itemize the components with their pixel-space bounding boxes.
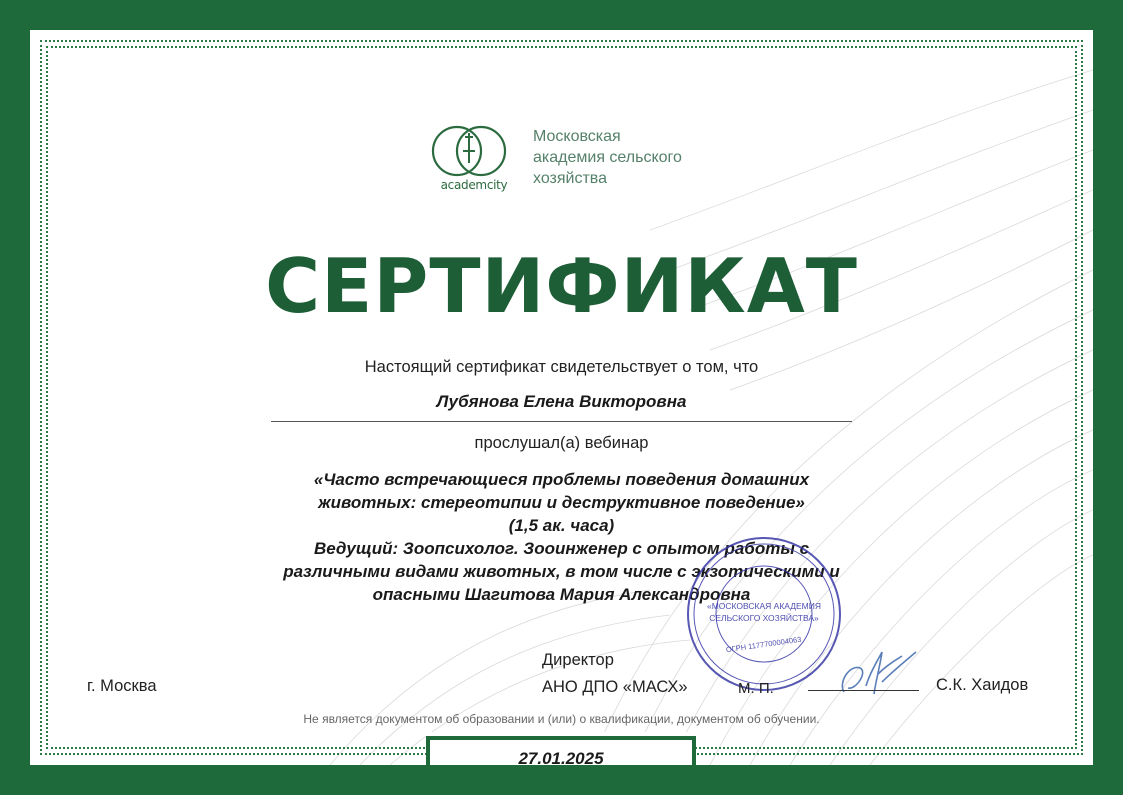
recipient-name: Лубянова Елена Викторовна [436, 392, 687, 411]
director-organization: АНО ДПО «МАСХ» [542, 678, 688, 696]
certificate-paper [30, 30, 1093, 765]
signature-line [808, 690, 919, 691]
signer-name: С.К. Хаидов [936, 676, 1029, 694]
webinar-line-1: «Часто встречающиеся проблемы поведения домашних [313, 470, 810, 489]
webinar-line-5: различными видами животных, в том числе с экзотическими и [283, 562, 840, 581]
city-label: г. Москва [87, 677, 157, 695]
official-stamp [685, 535, 843, 693]
webinar-line-2: животных: стереотипии и деструктивное поведение» [318, 493, 805, 512]
logo-name-line-2: академия сельского [533, 149, 682, 166]
stamp-ogrn: ОГРН 1177700004063 [725, 634, 802, 655]
recipient-underline [271, 421, 852, 422]
director-title: Директор [542, 651, 614, 669]
date-box [426, 736, 696, 765]
logo-name-line-3: хозяйства [533, 170, 608, 187]
webinar-line-3: (1,5 ак. часа) [508, 516, 615, 535]
intro-text: Настоящий сертификат свидетельствует о том, что [364, 358, 759, 376]
signature [830, 642, 930, 702]
webinar-line-6: опасными Шагитова Мария Александровна [372, 585, 751, 604]
logo-name-line-1: Московская [533, 128, 621, 145]
webinar-line-4: Ведущий: Зоопсихолог. Зооинженер с опытом работы с [313, 539, 810, 558]
stamp-center-line-2: СЕЛЬСКОГО ХОЗЯЙСТВА» [709, 613, 819, 623]
academy-logo [429, 123, 749, 203]
certificate-date: 27.01.2025 [518, 749, 604, 765]
seal-place-label: М. П. [738, 680, 774, 697]
action-text: прослушал(а) вебинар [474, 434, 649, 452]
logo-wordmark: academcity [440, 178, 508, 192]
certificate-title: СЕРТИФИКАТ [265, 242, 858, 330]
disclaimer-text: Не является документом об образовании и (или) о квалификации, документом об обучении. [303, 712, 820, 726]
stamp-center-line-1: «МОСКОВСКАЯ АКАДЕМИЯ [707, 601, 821, 611]
